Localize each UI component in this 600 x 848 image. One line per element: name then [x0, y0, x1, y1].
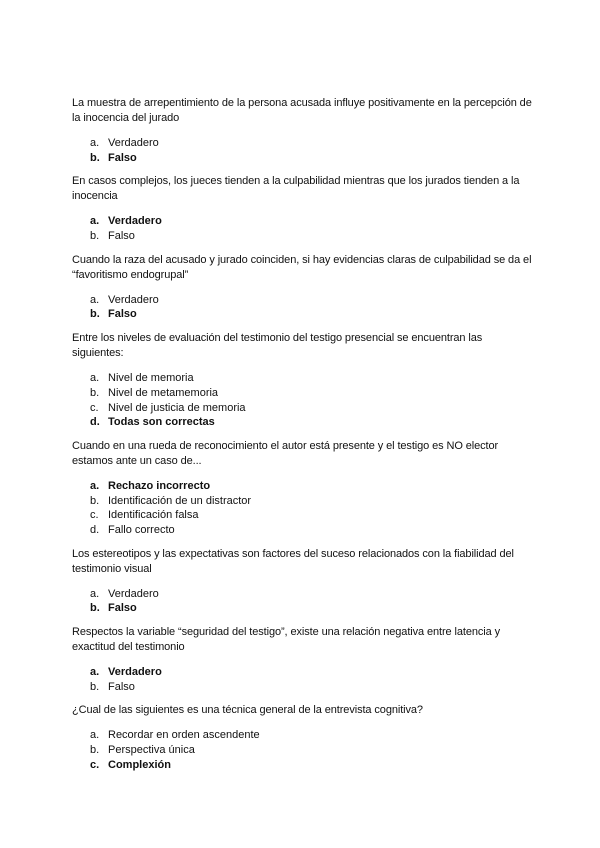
option-letter: b.	[90, 680, 100, 693]
question-block	[72, 96, 532, 165]
answer-option-correct	[72, 758, 532, 773]
answer-option-correct	[72, 665, 532, 680]
answer-option	[72, 494, 532, 509]
answer-options	[72, 371, 532, 430]
option-letter: b.	[90, 602, 100, 615]
option-text: Nivel de memoria	[108, 372, 194, 385]
option-letter: b.	[90, 230, 100, 243]
answer-option	[72, 523, 532, 538]
question-text: Cuando en una rueda de reconocimiento el autor está presente y el testigo es NO elector estamos ante un caso de...	[72, 439, 499, 467]
answer-option-correct	[72, 415, 532, 430]
question-block	[72, 703, 532, 772]
question-text: Cuando la raza del acusado y jurado coinciden, si hay evidencias claras de culpabilidad se da el “favoritismo endogrupal”	[72, 253, 532, 281]
option-letter: b.	[90, 308, 100, 321]
option-letter: a.	[90, 666, 100, 678]
option-text: Todas son correctas	[108, 416, 215, 429]
option-letter: a.	[90, 372, 100, 385]
option-letter: a.	[90, 587, 100, 600]
answer-option	[72, 680, 532, 695]
answer-options	[72, 214, 532, 243]
option-letter: a.	[90, 215, 100, 228]
answer-option	[72, 229, 532, 244]
question-text: Respectos la variable “seguridad del testigo”, existe una relación negativa entre latencia y exactitud del testimonio	[72, 626, 500, 653]
option-text: Rechazo incorrecto	[108, 479, 211, 492]
option-letter: c.	[90, 401, 99, 414]
option-text: Falso	[108, 680, 135, 693]
option-text: Nivel de metamemoria	[108, 386, 219, 399]
option-letter: b.	[90, 151, 100, 164]
option-text: Verdadero	[108, 293, 159, 306]
answer-option-correct	[72, 151, 532, 166]
option-text: Verdadero	[108, 137, 159, 149]
answer-options	[72, 479, 532, 538]
option-text: Identificación falsa	[108, 509, 199, 522]
question-text: Los estereotipos y las expectativas son factores del suceso relacionados con la fiabilidad del testimonio visual	[72, 547, 514, 575]
quiz-page	[72, 96, 532, 781]
question-block	[72, 625, 532, 694]
answer-option	[72, 508, 532, 523]
option-letter: a.	[90, 479, 100, 492]
answer-option	[72, 743, 532, 758]
option-text: Perspectiva única	[108, 744, 195, 757]
option-text: Falso	[108, 151, 137, 164]
option-text: Complexión	[108, 758, 171, 771]
question-block	[72, 331, 532, 430]
option-letter: d.	[90, 416, 100, 429]
question-text: ¿Cual de las siguientes es una técnica general de la entrevista cognitiva?	[72, 704, 423, 717]
answer-option	[72, 401, 532, 416]
answer-option-correct	[72, 601, 532, 616]
option-text: Fallo correcto	[108, 523, 175, 536]
answer-option-correct	[72, 214, 532, 229]
option-letter: a.	[90, 293, 100, 306]
answer-option	[72, 293, 532, 308]
option-text: Recordar en orden ascendente	[108, 729, 260, 742]
answer-options	[72, 293, 532, 322]
option-text: Identificación de un distractor	[108, 494, 252, 507]
option-letter: c.	[90, 509, 99, 522]
option-letter: b.	[90, 494, 100, 507]
answer-option	[72, 136, 532, 151]
answer-options	[72, 587, 532, 616]
option-letter: b.	[90, 386, 100, 399]
answer-option	[72, 728, 532, 743]
answer-options	[72, 728, 532, 772]
question-block	[72, 253, 532, 322]
answer-option-correct	[72, 307, 532, 322]
answer-options	[72, 136, 532, 165]
answer-option-correct	[72, 479, 532, 494]
option-text: Nivel de justicia de memoria	[108, 401, 246, 414]
answer-options	[72, 665, 532, 694]
option-text: Verdadero	[108, 215, 162, 228]
option-letter: d.	[90, 523, 100, 536]
question-text: Entre los niveles de evaluación del testimonio del testigo presencial se encuentran las siguientes:	[72, 332, 483, 360]
option-text: Verdadero	[108, 587, 159, 600]
question-block	[72, 547, 532, 616]
answer-option	[72, 386, 532, 401]
option-letter: c.	[90, 758, 100, 771]
answer-option	[72, 371, 532, 386]
question-text: En casos complejos, los jueces tienden a la culpabilidad mientras que los jurados tienden a la inocencia	[72, 175, 520, 203]
option-text: Falso	[108, 230, 135, 243]
answer-option	[72, 587, 532, 602]
question-block	[72, 439, 532, 538]
question-block	[72, 174, 532, 243]
question-text: La muestra de arrepentimiento de la persona acusada influye positivamente en la percepción de la inocencia del jurado	[72, 97, 532, 124]
option-letter: b.	[90, 744, 100, 757]
option-text: Falso	[108, 602, 137, 615]
option-letter: a.	[90, 137, 100, 149]
option-text: Falso	[108, 308, 137, 321]
option-text: Verdadero	[108, 666, 162, 678]
option-letter: a.	[90, 729, 100, 742]
